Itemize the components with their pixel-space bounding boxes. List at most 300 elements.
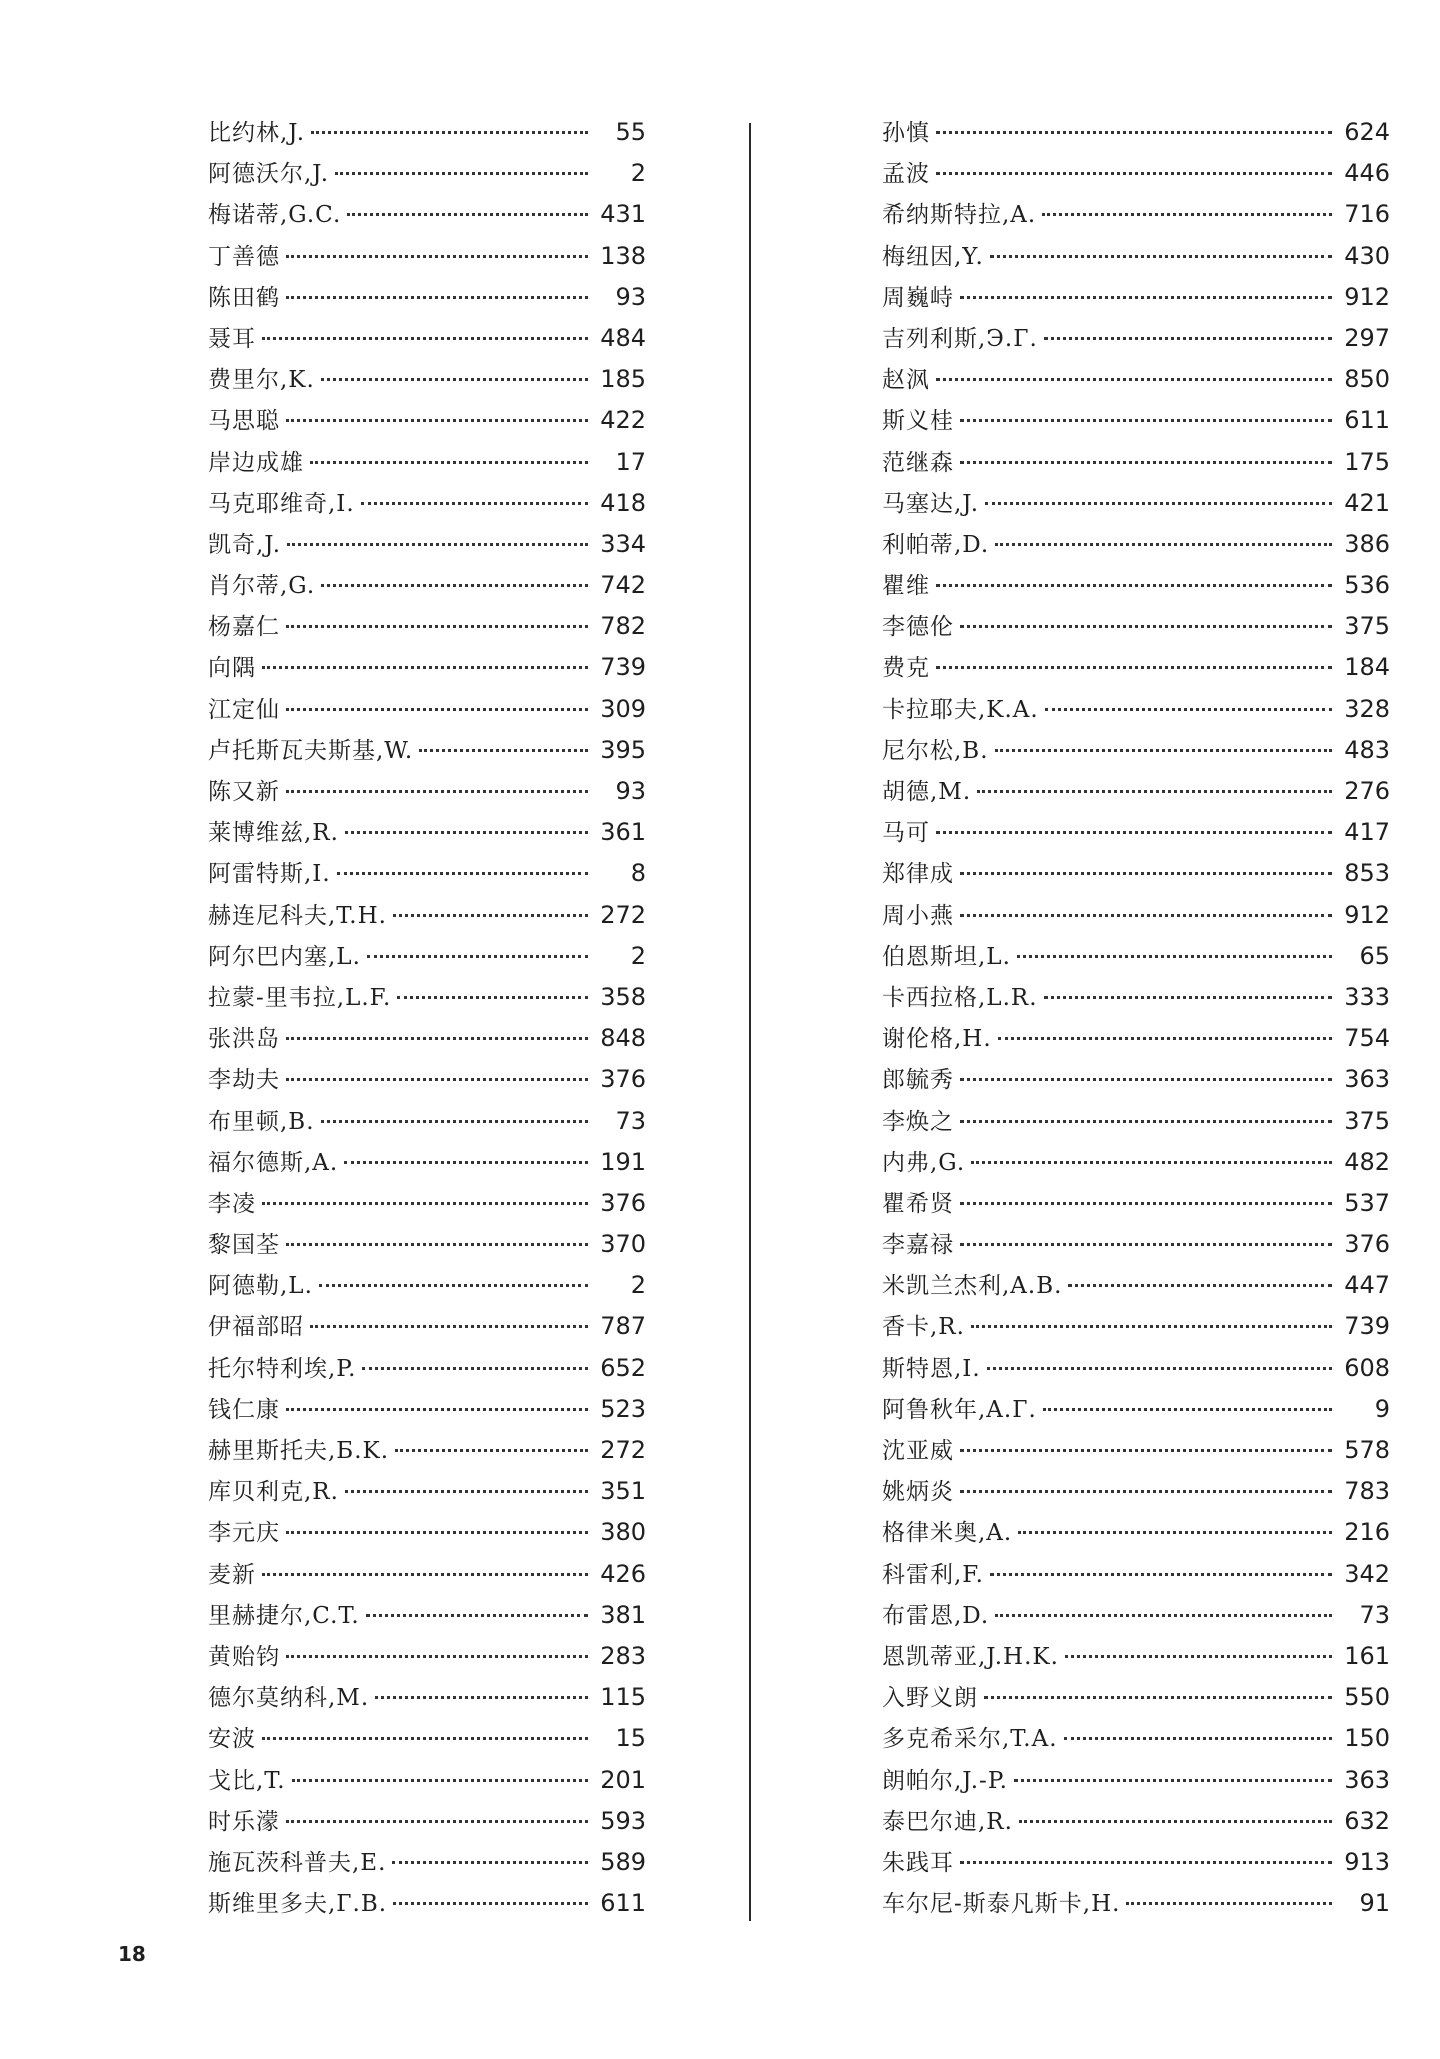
entry-name: 卢托斯瓦夫斯基,W.	[208, 737, 414, 764]
dot-leader	[335, 172, 588, 175]
entry-name: 瞿维	[882, 573, 930, 600]
entry-name: 托尔特利埃,P.	[208, 1355, 357, 1382]
entry-page-number: 376	[600, 1065, 646, 1094]
index-entry	[882, 812, 1390, 853]
index-entry	[882, 1760, 1390, 1801]
dot-leader	[262, 1573, 588, 1576]
entry-name: 斯特恩,I.	[882, 1355, 981, 1382]
dot-leader	[287, 543, 588, 546]
entry-page-number: 138	[600, 241, 646, 270]
entry-page-number: 912	[1344, 900, 1390, 929]
entry-page-number: 482	[1344, 1147, 1390, 1176]
entry-page-number: 115	[600, 1683, 646, 1712]
entry-page-number: 426	[600, 1559, 646, 1588]
entry-name: 向隅	[208, 655, 256, 682]
entry-name: 江定仙	[208, 696, 280, 723]
entry-name: 米凯兰杰利,A.B.	[882, 1273, 1063, 1300]
entry-name: 瞿希贤	[882, 1190, 954, 1217]
index-entry	[208, 812, 646, 853]
entry-name: 梅诺蒂,G.C.	[208, 202, 342, 229]
dot-leader	[936, 584, 1332, 587]
entry-page-number: 380	[600, 1518, 646, 1547]
index-entry	[882, 318, 1390, 359]
index-entry	[882, 1265, 1390, 1306]
index-entry	[208, 442, 646, 483]
entry-page-number: 417	[1344, 818, 1390, 847]
index-entry	[882, 359, 1390, 400]
entry-page-number: 593	[600, 1806, 646, 1835]
entry-name: 周小燕	[882, 902, 954, 929]
entry-name: 尼尔松,B.	[882, 737, 989, 764]
entry-name: 斯义桂	[882, 408, 954, 435]
index-entry	[882, 565, 1390, 606]
index-entry	[208, 483, 646, 524]
dot-leader	[936, 378, 1332, 381]
dot-leader	[985, 502, 1332, 505]
entry-name: 姚炳炎	[882, 1479, 954, 1506]
entry-page-number: 376	[1344, 1230, 1390, 1259]
index-entry	[208, 1224, 646, 1265]
index-entry	[882, 936, 1390, 977]
entry-page-number: 783	[1344, 1477, 1390, 1506]
entry-page-number: 15	[615, 1724, 646, 1753]
index-entry	[208, 565, 646, 606]
entry-page-number: 334	[600, 529, 646, 558]
entry-name: 杨嘉仁	[208, 614, 280, 641]
index-entry	[882, 1512, 1390, 1553]
dot-leader	[395, 1449, 588, 1452]
entry-page-number: 73	[615, 1106, 646, 1135]
entry-page-number: 93	[615, 777, 646, 805]
entry-name: 范继森	[882, 449, 954, 476]
index-entry	[208, 1760, 646, 1801]
entry-page-number: 652	[600, 1353, 646, 1382]
index-entry	[208, 318, 646, 359]
entry-name: 梅纽因,Y.	[882, 243, 984, 270]
entry-name: 马思聪	[208, 408, 280, 435]
entry-name: 阿鲁秋年,A.Г.	[882, 1396, 1037, 1423]
index-entry	[882, 236, 1390, 277]
index-column-right	[882, 112, 1390, 1924]
entry-name: 卡西拉格,L.R.	[882, 984, 1038, 1011]
entry-page-number: 8	[630, 859, 646, 888]
entry-name: 李凌	[208, 1190, 256, 1217]
entry-page-number: 9	[1374, 1394, 1390, 1423]
entry-page-number: 611	[600, 1889, 646, 1918]
index-entry	[208, 112, 646, 153]
dot-leader	[344, 1161, 588, 1164]
entry-name: 斯维里多夫,Г.B.	[208, 1891, 388, 1918]
dot-leader	[971, 1161, 1332, 1164]
index-entry	[882, 400, 1390, 441]
index-entry	[882, 647, 1390, 688]
entry-name: 朱践耳	[882, 1849, 954, 1876]
dot-leader	[936, 831, 1332, 834]
index-entry	[208, 1883, 646, 1924]
entry-name: 陈又新	[208, 779, 280, 805]
entry-name: 拉蒙-里韦拉,L.F.	[208, 984, 392, 1011]
entry-name: 比约林,J.	[208, 120, 306, 146]
entry-name: 胡德,M.	[882, 779, 972, 805]
entry-name: 伊福部昭	[208, 1314, 304, 1341]
dot-leader	[960, 914, 1332, 917]
index-entry	[882, 1595, 1390, 1636]
dot-leader	[971, 1325, 1332, 1328]
entry-page-number: 73	[1359, 1600, 1390, 1629]
entry-page-number: 742	[600, 571, 646, 600]
entry-page-number: 358	[600, 982, 646, 1011]
dot-leader	[1064, 1737, 1332, 1740]
dot-leader	[1043, 1408, 1332, 1411]
dot-leader	[286, 625, 588, 628]
dot-leader	[960, 1449, 1332, 1452]
index-entry	[208, 1348, 646, 1389]
entry-page-number: 848	[600, 1024, 646, 1053]
dot-leader	[286, 790, 588, 793]
index-entry	[208, 1018, 646, 1059]
entry-name: 李元庆	[208, 1520, 280, 1547]
index-entry	[208, 647, 646, 688]
entry-page-number: 381	[600, 1600, 646, 1629]
dot-leader	[347, 213, 588, 216]
dot-leader	[321, 584, 588, 587]
index-entry	[882, 1471, 1390, 1512]
entry-page-number: 418	[600, 488, 646, 517]
entry-name: 费克	[882, 655, 930, 682]
entry-page-number: 624	[1344, 118, 1390, 146]
index-entry	[882, 1636, 1390, 1677]
entry-page-number: 430	[1344, 241, 1390, 270]
dot-leader	[321, 378, 588, 381]
index-entry	[882, 1306, 1390, 1347]
entry-name: 李德伦	[882, 614, 954, 641]
entry-name: 李嘉禄	[882, 1232, 954, 1259]
index-entry	[208, 1842, 646, 1883]
entry-page-number: 787	[600, 1312, 646, 1341]
dot-leader	[397, 996, 588, 999]
entry-name: 马可	[882, 820, 930, 847]
entry-name: 吉列利斯,Э.Г.	[882, 325, 1038, 352]
index-entry	[882, 853, 1390, 894]
entry-page-number: 853	[1344, 859, 1390, 888]
index-entry	[882, 730, 1390, 771]
entry-name: 陈田鹤	[208, 284, 280, 311]
index-entry	[208, 1101, 646, 1142]
index-entry	[208, 1512, 646, 1553]
entry-name: 福尔德斯,A.	[208, 1149, 339, 1176]
entry-name: 布里顿,B.	[208, 1108, 315, 1135]
entry-name: 朗帕尔,J.-P.	[882, 1767, 1008, 1794]
index-entry	[208, 1801, 646, 1842]
index-entry	[208, 1306, 646, 1347]
entry-page-number: 363	[1344, 1765, 1390, 1794]
entry-page-number: 342	[1344, 1559, 1390, 1588]
entry-page-number: 421	[1344, 488, 1390, 517]
dot-leader	[262, 1737, 588, 1740]
index-entry	[208, 524, 646, 565]
entry-name: 布雷恩,D.	[882, 1602, 990, 1629]
dot-leader	[361, 502, 588, 505]
entry-page-number: 185	[600, 365, 646, 394]
index-entry	[208, 895, 646, 936]
dot-leader	[393, 914, 588, 917]
entry-name: 车尔尼-斯泰凡斯卡,H.	[882, 1891, 1121, 1918]
dot-leader	[367, 955, 588, 958]
entry-name: 施瓦茨科普夫,E.	[208, 1849, 387, 1876]
entry-page-number: 446	[1344, 159, 1390, 188]
dot-leader	[1018, 1531, 1332, 1534]
dot-leader	[286, 255, 588, 258]
entry-page-number: 375	[1344, 1106, 1390, 1135]
entry-page-number: 375	[1344, 612, 1390, 641]
entry-name: 里赫捷尔,C.T.	[208, 1602, 360, 1629]
index-entry	[882, 1101, 1390, 1142]
index-entry	[208, 689, 646, 730]
index-entry	[208, 771, 646, 812]
dot-leader	[990, 1573, 1332, 1576]
dot-leader	[286, 1037, 588, 1040]
dot-leader	[960, 625, 1332, 628]
dot-leader	[1045, 708, 1332, 711]
entry-page-number: 578	[1344, 1436, 1390, 1464]
entry-page-number: 716	[1344, 200, 1390, 229]
entry-page-number: 523	[600, 1394, 646, 1423]
index-entry	[882, 194, 1390, 235]
entry-page-number: 370	[600, 1230, 646, 1259]
entry-page-number: 184	[1344, 653, 1390, 682]
dot-leader	[1126, 1902, 1332, 1905]
entry-page-number: 739	[600, 653, 646, 682]
dot-leader	[995, 1614, 1332, 1617]
entry-name: 德尔莫纳科,M.	[208, 1685, 370, 1712]
dot-leader	[995, 749, 1332, 752]
entry-name: 利帕蒂,D.	[882, 531, 990, 558]
entry-page-number: 537	[1344, 1188, 1390, 1217]
index-entry	[208, 606, 646, 647]
index-entry	[208, 1430, 646, 1471]
index-entry	[208, 730, 646, 771]
entry-page-number: 333	[1344, 982, 1390, 1011]
index-entry	[208, 400, 646, 441]
entry-page-number: 328	[1344, 694, 1390, 723]
entry-name: 孙慎	[882, 120, 930, 146]
entry-name: 马塞达,J.	[882, 490, 980, 517]
index-entry	[882, 153, 1390, 194]
entry-page-number: 297	[1344, 323, 1390, 352]
entry-page-number: 550	[1344, 1683, 1390, 1712]
index-entry	[882, 1883, 1390, 1924]
entry-name: 钱仁康	[208, 1396, 280, 1423]
index-entry	[208, 277, 646, 318]
entry-name: 阿德沃尔,J.	[208, 161, 330, 188]
entry-name: 黎国荃	[208, 1232, 280, 1259]
dot-leader	[1044, 337, 1332, 340]
dot-leader	[1042, 213, 1332, 216]
entry-page-number: 93	[615, 282, 646, 311]
dot-leader	[960, 461, 1332, 464]
index-entry	[882, 1142, 1390, 1183]
entry-name: 周巍峙	[882, 284, 954, 311]
entry-name: 入野义朗	[882, 1685, 978, 1712]
dot-leader	[286, 1078, 588, 1081]
dot-leader	[960, 1202, 1332, 1205]
dot-leader	[936, 131, 1332, 134]
dot-leader	[960, 296, 1332, 299]
entry-name: 泰巴尔迪,R.	[882, 1808, 1013, 1835]
index-entry	[882, 112, 1390, 153]
dot-leader	[1068, 1284, 1332, 1287]
index-entry	[208, 936, 646, 977]
index-entry	[882, 1389, 1390, 1430]
entry-name: 安波	[208, 1726, 256, 1753]
entry-page-number: 272	[600, 1436, 646, 1464]
entry-page-number: 611	[1344, 406, 1390, 435]
entry-page-number: 276	[1344, 777, 1390, 805]
entry-page-number: 754	[1344, 1024, 1390, 1053]
dot-leader	[960, 1078, 1332, 1081]
entry-page-number: 632	[1344, 1806, 1390, 1835]
index-entry	[882, 689, 1390, 730]
entry-page-number: 376	[600, 1188, 646, 1217]
entry-page-number: 2	[630, 941, 646, 970]
page-number: 18	[118, 1942, 146, 1966]
index-entry	[208, 977, 646, 1018]
entry-page-number: 175	[1344, 447, 1390, 476]
entry-page-number: 395	[600, 735, 646, 764]
entry-name: 恩凯蒂亚,J.H.K.	[882, 1643, 1059, 1670]
dot-leader	[960, 1861, 1332, 1864]
entry-name: 张洪岛	[208, 1026, 280, 1053]
dot-leader	[366, 1614, 588, 1617]
index-entry	[882, 1224, 1390, 1265]
dot-leader	[998, 1037, 1332, 1040]
dot-leader	[995, 543, 1332, 546]
dot-leader	[960, 872, 1332, 875]
entry-name: 丁善德	[208, 243, 280, 270]
dot-leader	[286, 708, 588, 711]
entry-page-number: 2	[630, 1271, 646, 1300]
index-entry	[208, 1265, 646, 1306]
entry-name: 沈亚威	[882, 1438, 954, 1464]
entry-page-number: 361	[600, 818, 646, 847]
dot-leader	[984, 1696, 1332, 1699]
entry-page-number: 589	[600, 1847, 646, 1876]
entry-page-number: 782	[600, 612, 646, 641]
index-entry	[882, 1348, 1390, 1389]
dot-leader	[1019, 1820, 1332, 1823]
entry-name: 多克希采尔,T.A.	[882, 1726, 1058, 1753]
entry-name: 赫里斯托夫,Б.K.	[208, 1438, 390, 1464]
entry-name: 卡拉耶夫,K.A.	[882, 696, 1039, 723]
index-entry	[882, 771, 1390, 812]
entry-name: 阿德勒,L.	[208, 1273, 313, 1300]
entry-page-number: 912	[1344, 282, 1390, 311]
dot-leader	[960, 1490, 1332, 1493]
dot-leader	[375, 1696, 588, 1699]
entry-name: 岸边成雄	[208, 449, 304, 476]
dot-leader	[286, 1243, 588, 1246]
entry-page-number: 739	[1344, 1312, 1390, 1341]
dot-leader	[321, 1120, 588, 1123]
entry-name: 内弗,G.	[882, 1149, 966, 1176]
entry-name: 黄贻钧	[208, 1643, 280, 1670]
dot-leader	[262, 666, 588, 669]
dot-leader	[262, 1202, 588, 1205]
index-entry	[208, 153, 646, 194]
dot-leader	[286, 296, 588, 299]
index-entry	[208, 1471, 646, 1512]
index-column-left	[208, 112, 646, 1924]
entry-page-number: 55	[615, 118, 646, 146]
entry-name: 库贝利克,R.	[208, 1479, 339, 1506]
index-entry	[208, 236, 646, 277]
entry-page-number: 351	[600, 1477, 646, 1506]
index-entry	[208, 1554, 646, 1595]
index-entry	[208, 1595, 646, 1636]
index-entry	[882, 483, 1390, 524]
entry-name: 赵沨	[882, 367, 930, 394]
dot-leader	[960, 1243, 1332, 1246]
index-entry	[208, 1142, 646, 1183]
entry-page-number: 150	[1344, 1724, 1390, 1753]
entry-page-number: 161	[1344, 1641, 1390, 1670]
index-entry	[208, 1183, 646, 1224]
entry-name: 肖尔蒂,G.	[208, 573, 316, 600]
index-entry	[208, 1677, 646, 1718]
entry-page-number: 536	[1344, 571, 1390, 600]
index-entry	[208, 853, 646, 894]
index-entry	[208, 1718, 646, 1759]
entry-page-number: 850	[1344, 365, 1390, 394]
entry-page-number: 201	[600, 1765, 646, 1794]
entry-page-number: 2	[630, 159, 646, 188]
entry-name: 谢伦格,H.	[882, 1026, 992, 1053]
index-entry	[882, 1430, 1390, 1471]
entry-name: 聂耳	[208, 325, 256, 352]
entry-name: 孟波	[882, 161, 930, 188]
dot-leader	[319, 1284, 588, 1287]
dot-leader	[345, 1490, 588, 1493]
index-entry	[882, 524, 1390, 565]
entry-name: 郎毓秀	[882, 1067, 954, 1094]
dot-leader	[310, 461, 588, 464]
entry-name: 凯奇,J.	[208, 531, 282, 558]
index-entry	[882, 1801, 1390, 1842]
dot-leader	[960, 419, 1332, 422]
dot-leader	[936, 666, 1332, 669]
index-entry	[882, 1183, 1390, 1224]
dot-leader	[987, 1367, 1332, 1370]
dot-leader	[262, 337, 588, 340]
dot-leader	[936, 172, 1332, 175]
column-divider	[749, 123, 751, 1921]
entry-name: 赫连尼科夫,T.H.	[208, 902, 387, 929]
dot-leader	[990, 255, 1332, 258]
dot-leader	[337, 872, 588, 875]
dot-leader	[311, 131, 588, 134]
entry-page-number: 431	[600, 200, 646, 229]
entry-name: 格律米奥,A.	[882, 1520, 1013, 1547]
entry-name: 希纳斯特拉,A.	[882, 202, 1037, 229]
entry-name: 科雷利,F.	[882, 1561, 984, 1588]
dot-leader	[286, 1531, 588, 1534]
entry-name: 香卡,R.	[882, 1314, 965, 1341]
dot-leader	[292, 1779, 588, 1782]
entry-page-number: 484	[600, 323, 646, 352]
entry-name: 阿雷特斯,I.	[208, 861, 331, 888]
dot-leader	[286, 1655, 588, 1658]
dot-leader	[1065, 1655, 1332, 1658]
